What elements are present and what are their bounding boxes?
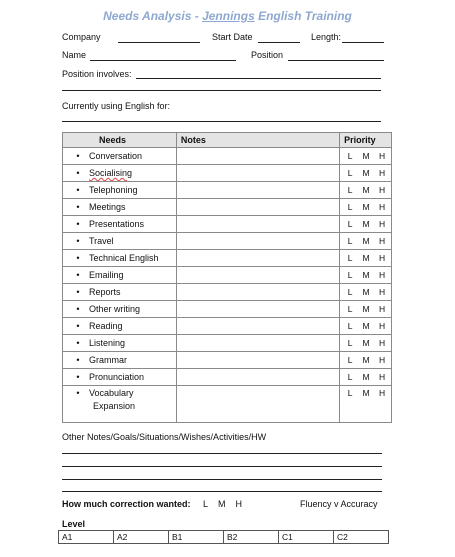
notes-cell[interactable] [176, 318, 339, 335]
start-date-field[interactable] [258, 42, 300, 43]
need-label-line2: Expansion [93, 401, 136, 411]
priority-cell [340, 284, 392, 301]
level-cell-c2[interactable]: C2 [333, 531, 388, 544]
need-label: Presentations [89, 219, 145, 229]
position-field[interactable] [288, 60, 384, 61]
bullet-icon: • [76, 388, 80, 398]
table-row [63, 267, 392, 284]
position-label: Position [251, 50, 284, 60]
priority-h[interactable]: H [379, 202, 386, 212]
priority-l[interactable]: L [347, 151, 353, 161]
need-cell [63, 267, 177, 284]
length-label: Length: [311, 32, 342, 42]
priority-cell [340, 267, 392, 284]
bullet-icon: • [76, 338, 80, 348]
need-cell [63, 352, 177, 369]
bullet-icon: • [76, 253, 80, 263]
need-label: Reading [89, 321, 123, 331]
priority-cell [340, 233, 392, 250]
priority-cell [340, 199, 392, 216]
bullet-icon: • [76, 236, 80, 246]
priority-cell [340, 165, 392, 182]
notes-cell[interactable] [176, 267, 339, 284]
level-cell-a1[interactable]: A1 [59, 531, 114, 544]
priority-cell [340, 335, 392, 352]
priority-l[interactable]: L [347, 338, 353, 348]
correction-level-h[interactable]: H [235, 499, 243, 509]
priority-m[interactable]: M [362, 355, 370, 365]
priority-cell [340, 352, 392, 369]
priority-cell [340, 369, 392, 386]
priority-l[interactable]: L [347, 270, 353, 280]
need-label: Listening [89, 338, 126, 348]
company-label: Company [62, 32, 101, 42]
priority-h[interactable]: H [379, 151, 386, 161]
need-cell [63, 148, 177, 165]
priority-h[interactable]: H [379, 321, 386, 331]
level-table [58, 530, 389, 544]
priority-m[interactable]: M [362, 236, 370, 246]
need-label: Pronunciation [89, 372, 145, 382]
bullet-icon: • [76, 321, 80, 331]
need-label: Telephoning [89, 185, 138, 195]
title-name: Jennings [202, 9, 255, 23]
notes-cell[interactable] [176, 284, 339, 301]
priority-l[interactable]: L [347, 355, 353, 365]
correction-label: How much correction wanted: [62, 499, 191, 509]
priority-l[interactable]: L [347, 168, 353, 178]
bullet-icon: • [76, 270, 80, 280]
priority-h[interactable]: H [379, 287, 386, 297]
bullet-icon: • [76, 219, 80, 229]
priority-m[interactable]: M [362, 338, 370, 348]
table-row [63, 352, 392, 369]
position-involves-label: Position involves: [62, 69, 132, 79]
bullet-icon: • [76, 355, 80, 365]
priority-cell [340, 216, 392, 233]
priority-h[interactable]: H [379, 338, 386, 348]
bullet-icon: • [76, 304, 80, 314]
priority-m[interactable]: M [362, 219, 370, 229]
priority-l[interactable]: L [347, 185, 353, 195]
other-notes-line-4[interactable] [62, 491, 382, 492]
correction-level-l[interactable]: L [203, 499, 209, 509]
priority-l[interactable]: L [347, 219, 353, 229]
notes-cell[interactable] [176, 199, 339, 216]
need-label: Socialising [89, 168, 133, 178]
need-label: Meetings [89, 202, 126, 212]
level-cell-b2[interactable]: B2 [223, 531, 278, 544]
priority-l[interactable]: L [347, 287, 353, 297]
fluency-label: Fluency v Accuracy [300, 499, 378, 509]
priority-m[interactable]: M [362, 388, 370, 398]
priority-l[interactable]: L [347, 236, 353, 246]
priority-h[interactable]: H [379, 236, 386, 246]
need-label: Emailing [89, 270, 124, 280]
priority-m[interactable]: M [362, 287, 370, 297]
priority-cell [340, 301, 392, 318]
table-row [63, 216, 392, 233]
bullet-icon: • [76, 202, 80, 212]
notes-cell[interactable] [176, 335, 339, 352]
priority-h[interactable]: H [379, 304, 386, 314]
need-label: Other writing [89, 304, 141, 314]
need-cell [63, 284, 177, 301]
level-cell-a2[interactable]: A2 [113, 531, 168, 544]
company-field[interactable] [118, 42, 200, 43]
priority-m[interactable]: M [362, 321, 370, 331]
notes-header: Notes [176, 133, 339, 148]
priority-m[interactable]: M [362, 185, 370, 195]
document-title [0, 9, 455, 23]
need-label: Grammar [89, 355, 127, 365]
priority-l[interactable]: L [347, 304, 353, 314]
needs-table [62, 132, 392, 423]
notes-cell[interactable] [176, 352, 339, 369]
priority-cell [340, 182, 392, 199]
need-cell [63, 318, 177, 335]
start-date-label [212, 32, 253, 42]
notes-cell[interactable] [176, 148, 339, 165]
title-suffix: English Training [254, 9, 352, 23]
table-row [63, 318, 392, 335]
notes-cell[interactable] [176, 386, 339, 423]
priority-l[interactable]: L [347, 253, 353, 263]
need-cell [63, 335, 177, 352]
bullet-icon: • [76, 151, 80, 161]
need-label: Technical English [89, 253, 159, 263]
notes-cell[interactable] [176, 233, 339, 250]
priority-m[interactable]: M [362, 270, 370, 280]
table-row [63, 301, 392, 318]
need-cell [63, 250, 177, 267]
priority-l[interactable]: L [347, 372, 353, 382]
table-row [63, 182, 392, 199]
title-prefix: Needs Analysis - [103, 9, 203, 23]
other-notes-line-1[interactable] [62, 453, 382, 454]
correction-levels [203, 499, 242, 509]
priority-h[interactable]: H [379, 372, 386, 382]
priority-m[interactable]: M [362, 151, 370, 161]
start-date-text: Start Date [212, 32, 253, 42]
priority-cell [340, 386, 392, 423]
other-notes-line-3[interactable] [62, 479, 382, 480]
priority-h[interactable]: H [379, 270, 386, 280]
need-cell [63, 216, 177, 233]
table-row [63, 165, 392, 182]
table-row [63, 369, 392, 386]
priority-l[interactable]: L [347, 388, 353, 398]
need-label: Reports [89, 287, 121, 297]
table-row [63, 199, 392, 216]
notes-cell[interactable] [176, 216, 339, 233]
priority-m[interactable]: M [362, 168, 370, 178]
other-notes-label: Other Notes/Goals/Situations/Wishes/Activities/HW [62, 432, 267, 442]
priority-h[interactable]: H [379, 219, 386, 229]
bullet-icon: • [76, 168, 80, 178]
name-field[interactable] [90, 60, 236, 61]
currently-using-field[interactable] [62, 121, 381, 122]
table-row [63, 148, 392, 165]
bullet-icon: • [76, 372, 80, 382]
table-row [63, 250, 392, 267]
priority-h[interactable]: H [379, 355, 386, 365]
priority-m[interactable]: M [362, 253, 370, 263]
priority-h[interactable]: H [379, 168, 386, 178]
priority-cell [340, 250, 392, 267]
table-row [63, 233, 392, 250]
need-cell [63, 301, 177, 318]
need-cell [63, 165, 177, 182]
priority-h[interactable]: H [379, 253, 386, 263]
priority-cell [340, 318, 392, 335]
need-cell [63, 233, 177, 250]
table-row [63, 284, 392, 301]
notes-cell[interactable] [176, 165, 339, 182]
notes-cell[interactable] [176, 182, 339, 199]
name-label: Name [62, 50, 87, 60]
other-notes-line-2[interactable] [62, 466, 382, 467]
level-label: Level [62, 519, 86, 529]
priority-l[interactable]: L [347, 321, 353, 331]
level-cell-c1[interactable]: C1 [278, 531, 333, 544]
bullet-icon: • [76, 287, 80, 297]
priority-h[interactable]: H [379, 185, 386, 195]
priority-l[interactable]: L [347, 202, 353, 212]
priority-h[interactable]: H [379, 388, 386, 398]
bullet-icon: • [76, 185, 80, 195]
position-involves-line2[interactable] [62, 90, 381, 91]
correction-level-m[interactable]: M [218, 499, 226, 509]
table-row [63, 386, 392, 423]
need-cell [63, 182, 177, 199]
currently-using-label: Currently using English for: [62, 101, 171, 111]
need-cell [63, 369, 177, 386]
need-label: Vocabulary [89, 388, 134, 398]
priority-m[interactable]: M [362, 304, 370, 314]
need-cell [63, 199, 177, 216]
position-involves-field[interactable] [136, 78, 381, 79]
notes-cell[interactable] [176, 301, 339, 318]
needs-table-header [63, 133, 392, 148]
notes-cell[interactable] [176, 250, 339, 267]
needs-header: Needs [63, 133, 177, 148]
notes-cell[interactable] [176, 369, 339, 386]
priority-m[interactable]: M [362, 202, 370, 212]
need-label: Conversation [89, 151, 143, 161]
level-cell-b1[interactable]: B1 [168, 531, 223, 544]
priority-m[interactable]: M [362, 372, 370, 382]
length-field[interactable] [342, 42, 384, 43]
need-label: Travel [89, 236, 114, 246]
table-row [63, 335, 392, 352]
priority-header: Priority [340, 133, 392, 148]
need-cell [63, 386, 177, 423]
priority-cell [340, 148, 392, 165]
